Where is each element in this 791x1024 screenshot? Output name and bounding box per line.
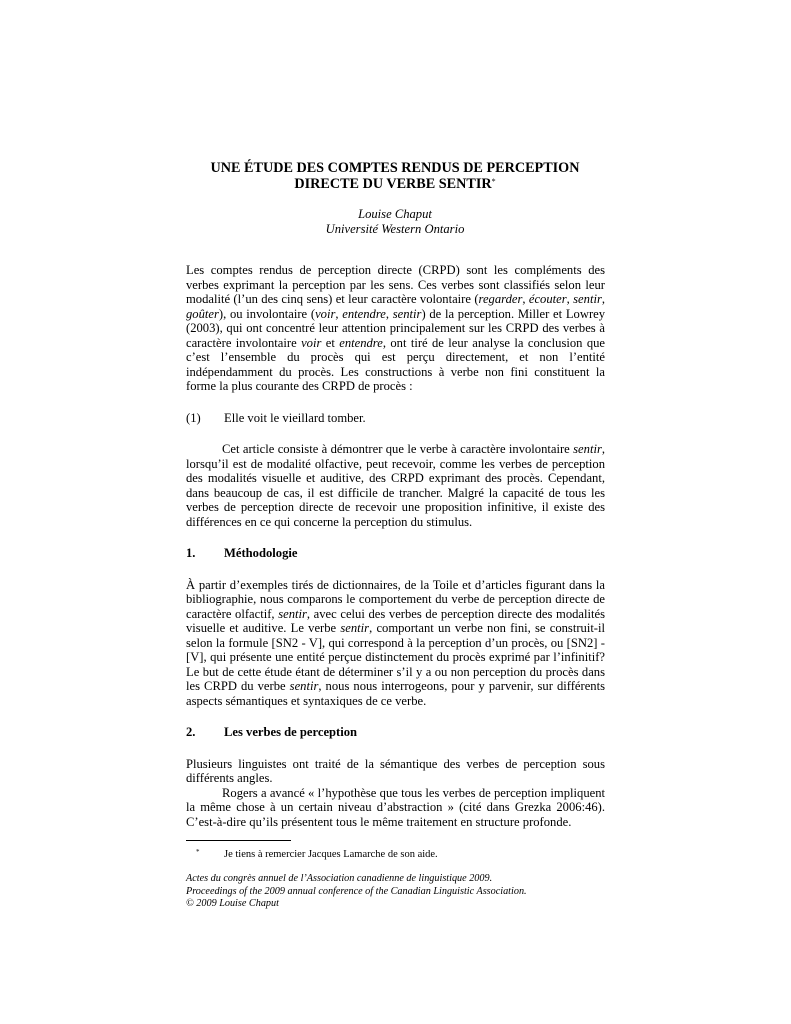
paragraph-abstract [186, 263, 605, 394]
title-line-2 [160, 176, 630, 192]
paper-title [160, 160, 630, 192]
text-run: À partir d’exemples tirés de dictionnaires, de la Toile et d’articles figurant dans la bibliographie, nous comparons le comportement du verbe de perception directe de caractère olfactif, [186, 577, 605, 621]
text-run: et [321, 335, 340, 350]
italic-term: voir [315, 306, 336, 321]
author-block [160, 207, 630, 237]
italic-term: regarder [478, 292, 523, 306]
text-run: , [601, 292, 605, 306]
proceedings-line-en: Proceedings of the 2009 annual conference of the Canadian Linguistic Association. [186, 885, 527, 897]
italic-term: sentir [392, 306, 422, 321]
footnote-mark: * [196, 848, 200, 856]
footnote-divider [186, 840, 291, 841]
section-number: 2. [186, 725, 196, 739]
example-1 [186, 411, 605, 426]
section-title: Méthodologie [224, 546, 298, 560]
title-footnote-mark: * [491, 177, 496, 186]
text-run: , lorsqu’il est de modalité olfactive, peut recevoir, comme les verbes de perception des modalités visuelle et auditive, des CRPD exprimant des procès. Cependant, dans beaucoup de cas, il est difficile de trancher. Malgré la capacité de tous les verbes de perception directe de recevoir une proposition infinitive, il existe des différences en ce qui concerne la perception du stimulus. [186, 442, 605, 529]
example-text: Elle voit le vieillard tomber. [224, 410, 366, 425]
proceedings-note [186, 873, 527, 911]
author-affiliation: Université Western Ontario [325, 222, 465, 236]
text-run: ) de la perception. Miller et Lowrey (2003), qui ont concentré leur attention principalement sur les CRPD des verbes à caractère involontaire [186, 306, 606, 350]
footnote-text: Je tiens à remercier Jacques Lamarche de son aide. [224, 849, 438, 860]
italic-term: entendre [339, 335, 383, 350]
text-run: , comportant un verbe non fini, se construit-il selon la formule [SN2 - V], qui correspond à la perception d’un procès, ou [SN2] - [V], qui présente une entité perçue distinctement du procès exprimé par l’infinitif? Le but de cette étude étant de déterminer s’il y a ou non perception du procès dans les CRPD du verbe [186, 621, 606, 693]
title-line-2-text: DIRECTE DU VERBE SENTIR [294, 176, 492, 192]
italic-term: entendre [342, 306, 386, 321]
paragraph-3 [186, 578, 605, 709]
text-run: , [335, 306, 343, 321]
example-number: (1) [186, 410, 201, 425]
italic-term: sentir [289, 679, 319, 693]
italic-term: sentir [340, 621, 370, 635]
paper-body [186, 263, 605, 829]
copyright-line: © 2009 Louise Chaput [186, 898, 279, 910]
text-run: , avec celui des verbes de perception directe des modalités visuelle et auditive. Le verbe [186, 606, 605, 635]
text-run: , [566, 292, 574, 306]
italic-term: sentir [573, 442, 602, 456]
italic-term: sentir [573, 292, 602, 306]
text-run: Les comptes rendus de perception directe (CRPD) sont les compléments des verbes exprimant la perception par les sens. Ces verbes sont classifiés selon leur modalité (l’un des cinq sens) et leur caractère volontaire ( [186, 263, 605, 306]
italic-term: écouter [528, 292, 567, 306]
text-run: , ont tiré de leur analyse la conclusion que c’est l’ensemble du procès qui est perçu directement, et non l’entité indépendamment du procès. Les constructions à verbe non fini constituent la forme la plus courante des CRPD de procès : [186, 335, 606, 393]
title-line-1: UNE ÉTUDE DES COMPTES RENDUS DE PERCEPTION [210, 160, 580, 176]
text-run: , nous nous interrogeons, pour y parvenir, sur différents aspects sémantiques et syntaxiques de ce verbe. [186, 679, 606, 708]
section-heading-2 [186, 725, 605, 740]
paragraph-5: Rogers a avancé « l’hypothèse que tous les verbes de perception impliquent la même chose à un certain niveau d’abstraction » (cité dans Grezka 2006:46). C’est-à-dire qu’ils présentent tous le même traitement en structure profonde. [186, 785, 605, 829]
text-run: Cet article consiste à démontrer que le verbe à caractère involontaire [222, 442, 574, 456]
author-name: Louise Chaput [358, 207, 432, 221]
text-run: ), ou involontaire ( [218, 306, 316, 321]
italic-term: voir [301, 335, 322, 350]
footnote [196, 848, 438, 861]
text-run: , [385, 306, 393, 321]
italic-term: sentir [278, 606, 307, 621]
paragraph-4: Plusieurs linguistes ont traité de la sémantique des verbes de perception sous différents angles. [186, 756, 605, 785]
italic-term: goûter [186, 306, 219, 321]
section-heading-1 [186, 546, 605, 561]
section-title: Les verbes de perception [224, 725, 358, 739]
proceedings-line-fr: Actes du congrès annuel de l’Association canadienne de linguistique 2009. [186, 873, 493, 884]
section-number: 1. [186, 546, 196, 560]
text-run: , [522, 292, 529, 306]
paragraph-2 [186, 442, 605, 529]
